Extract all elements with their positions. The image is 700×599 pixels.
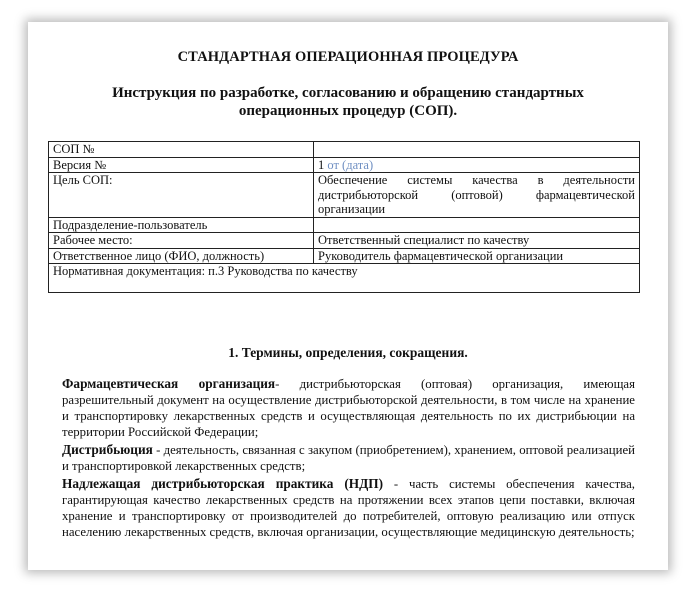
version-date-placeholder[interactable]: от (дата) (327, 157, 374, 172)
table-cell-value: Руководитель фармацевтической организации (314, 248, 640, 264)
sop-meta-table (48, 141, 640, 293)
definition-text: - деятельность, связанная с закупом (приобретением), хранением, оптовой реализацией и транспортировкой лекарственных средств; (62, 443, 635, 473)
definition-item (62, 476, 635, 540)
table-cell-label: Подразделение-пользователь (49, 217, 314, 233)
document-page (28, 22, 668, 570)
definition-item (62, 442, 635, 474)
table-row (49, 217, 640, 233)
table-cell-value: Обеспечение системы качества в деятельности дистрибьюторской (оптовой) фармацевтической организации (314, 173, 640, 218)
table-cell-full: Нормативная документация: п.3 Руководства по качеству (49, 264, 640, 293)
document-subtitle: Инструкция по разработке, согласованию и обращению стандартных операционных процедур (СОП). (112, 85, 584, 119)
document-title: СТАНДАРТНАЯ ОПЕРАЦИОННАЯ ПРОЦЕДУРА (177, 49, 519, 65)
version-number: 1 (318, 157, 328, 172)
table-cell-value (314, 157, 640, 173)
table-row (49, 157, 640, 173)
table-cell-label: Ответственное лицо (ФИО, должность) (49, 248, 314, 264)
definition-text: - часть системы обеспечения качества, гарантирующая качество лекарственных средств на протяжении всех этапов цепи поставки, включая хранение и транспортировку от производителей до потребителей, оптовую реализацию или отпуск населению лекарственных средств, включая организации, осуществляющие медицинскую деятельность; (62, 477, 635, 539)
definition-term: Фармацевтическая организация (62, 376, 276, 391)
table-cell-label: Цель СОП: (49, 173, 314, 218)
table-row (49, 142, 640, 158)
table-row (49, 248, 640, 264)
table-cell-label: СОП № (49, 142, 314, 158)
table-row (49, 173, 640, 218)
definition-term: Дистрибьюция (62, 442, 153, 457)
section-heading: 1. Термины, определения, сокращения. (228, 345, 468, 360)
table-cell-value (314, 217, 640, 233)
table-cell-value: Ответственный специалист по качеству (314, 233, 640, 249)
definition-text: - дистрибьюторская (оптовая) организация, имеющая разрешительный документ на осуществление дистрибьюторской деятельности, в том числе на хранение и транспортировку лекарственных средств и осуществляющая деятельность по их дистрибьюции на территории Российской Федерации; (62, 377, 636, 439)
definitions-list (62, 376, 635, 542)
table-row (49, 264, 640, 293)
definition-item (62, 376, 635, 440)
table-cell-label: Рабочее место: (49, 233, 314, 249)
table-cell-label: Версия № (49, 157, 314, 173)
definition-term: Надлежащая дистрибьюторская практика (НДП) (62, 476, 384, 491)
table-cell-value (314, 142, 640, 158)
table-row (49, 233, 640, 249)
